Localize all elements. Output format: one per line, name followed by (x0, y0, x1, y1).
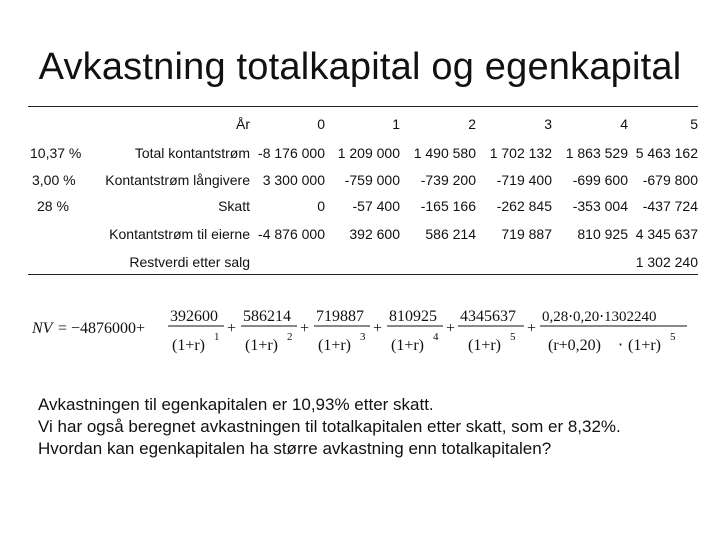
formula-plus-4: + (446, 320, 456, 337)
lender-y2: -739 200 (420, 172, 476, 188)
formula-last-exp: 5 (670, 331, 676, 343)
year-4: 4 (620, 116, 628, 132)
formula-last-den-a: (r+0,20) (548, 337, 602, 354)
total-y5: 5 463 162 (635, 145, 698, 161)
lender-y1: -759 000 (344, 172, 400, 188)
formula-plus-1: + (227, 320, 237, 337)
formula-num-1: 392600 (170, 308, 218, 325)
rate-tax: 28 % (37, 198, 69, 214)
tax-y5: -437 724 (642, 198, 698, 214)
owners-y2: 586 214 (425, 226, 476, 242)
npv-formula (32, 298, 692, 366)
formula-plus-2: + (300, 320, 310, 337)
rate-total: 10,37 % (30, 145, 82, 161)
formula-den-1: (1+r) (172, 337, 206, 354)
year-0: 0 (317, 116, 325, 132)
formula-last-num: 0,28⋅0,20⋅1302240 (542, 309, 657, 325)
tax-y3: -262 845 (496, 198, 552, 214)
formula-den-5: (1+r) (468, 337, 502, 354)
row-label-total: Total kontantstrøm (134, 145, 250, 161)
formula-den-3: (1+r) (318, 337, 352, 354)
total-y1: 1 209 000 (337, 145, 400, 161)
explanation-text (38, 394, 621, 460)
lender-y3: -719 400 (496, 172, 552, 188)
row-label-lender: Kontantstrøm långivere (105, 172, 250, 188)
formula-num-5: 4345637 (460, 308, 516, 325)
page-title: Avkastning totalkapital og egenkapital (38, 46, 682, 88)
year-1: 1 (392, 116, 400, 132)
year-3: 3 (544, 116, 552, 132)
owners-y0: -4 876 000 (258, 226, 325, 242)
total-y0: -8 176 000 (258, 145, 325, 161)
formula-exp-5: 5 (510, 331, 516, 343)
formula-den-4: (1+r) (391, 337, 425, 354)
owners-y4: 810 925 (577, 226, 628, 242)
tax-y4: -353 004 (572, 198, 628, 214)
owners-y3: 719 887 (501, 226, 552, 242)
year-5: 5 (690, 116, 698, 132)
year-2: 2 (468, 116, 476, 132)
formula-exp-3: 3 (360, 331, 366, 343)
owners-y1: 392 600 (349, 226, 400, 242)
total-y4: 1 863 529 (565, 145, 628, 161)
row-label-owners: Kontantstrøm til eierne (109, 226, 250, 242)
formula-initial: = −4876000+ (58, 320, 146, 337)
residual-label: Restverdi etter salg (129, 254, 250, 270)
formula-exp-4: 4 (433, 331, 439, 343)
lender-y0: 3 300 000 (262, 172, 325, 188)
top-rule (28, 106, 698, 107)
formula-last-den-b: (1+r) (628, 337, 662, 354)
formula-plus-5: + (527, 320, 537, 337)
formula-num-4: 810925 (389, 308, 437, 325)
formula-lhs: NV (32, 320, 53, 337)
formula-plus-3: + (373, 320, 383, 337)
tax-y2: -165 166 (420, 198, 476, 214)
formula-num-3: 719887 (316, 308, 364, 325)
total-y2: 1 490 580 (413, 145, 476, 161)
total-y3: 1 702 132 (489, 145, 552, 161)
tax-y1: -57 400 (352, 198, 400, 214)
row-label-tax: Skatt (218, 198, 250, 214)
lender-y4: -699 600 (572, 172, 628, 188)
year-header-label: År (236, 116, 250, 132)
formula-den-2: (1+r) (245, 337, 279, 354)
paragraph-line-1: Avkastningen til egenkapitalen er 10,93% etter skatt. (38, 395, 434, 414)
formula-last-dot: ⋅ (618, 337, 624, 354)
bottom-rule (28, 274, 698, 275)
formula-num-2: 586214 (243, 308, 291, 325)
paragraph-line-3: Hvordan kan egenkapitalen ha større avkastning enn totalkapitalen? (38, 439, 552, 458)
paragraph-line-2: Vi har også beregnet avkastningen til totalkapitalen etter skatt, som er 8,32%. (38, 417, 621, 436)
formula-exp-1: 1 (214, 331, 220, 343)
lender-y5: -679 800 (642, 172, 698, 188)
residual-value: 1 302 240 (635, 254, 698, 270)
formula-exp-2: 2 (287, 331, 293, 343)
owners-y5: 4 345 637 (635, 226, 698, 242)
tax-y0: 0 (317, 198, 325, 214)
rate-lender: 3,00 % (32, 172, 76, 188)
